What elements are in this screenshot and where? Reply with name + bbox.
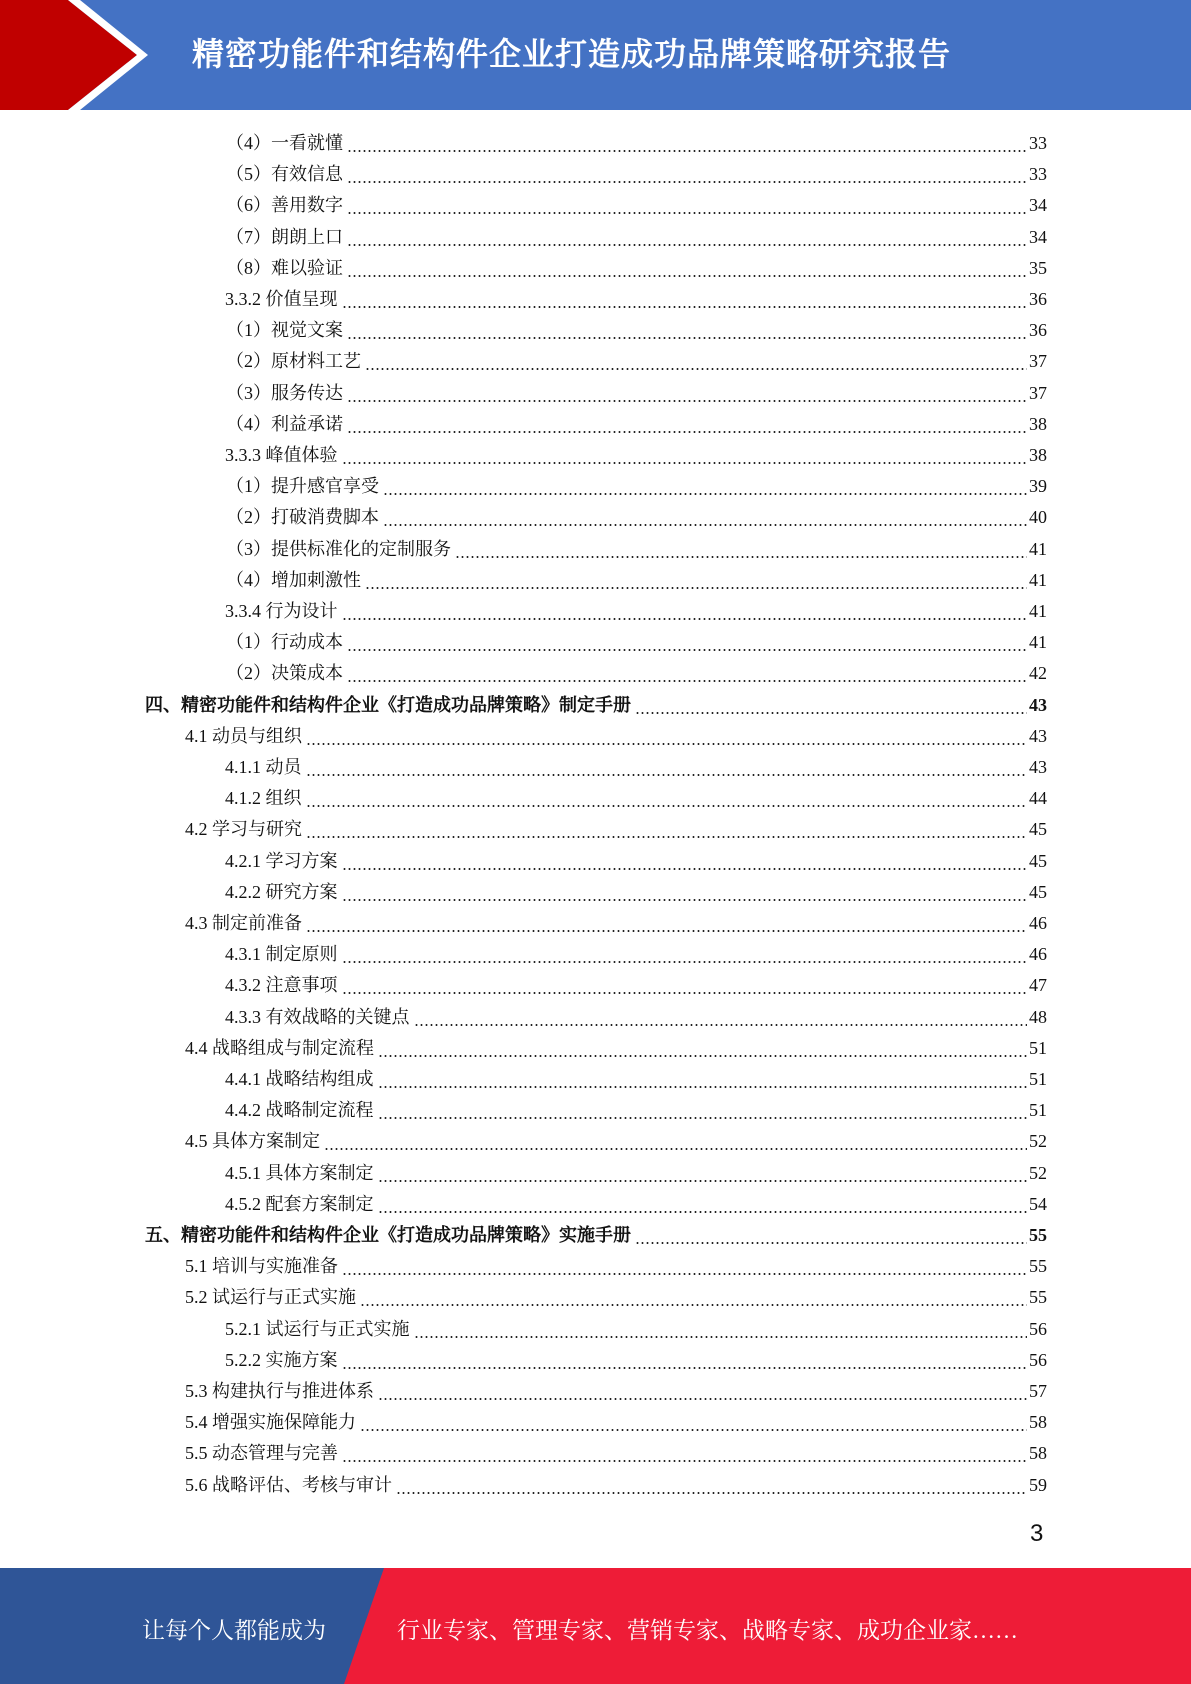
report-title: 精密功能件和结构件企业打造成功品牌策略研究报告 <box>192 35 952 73</box>
toc-entry-page: 39 <box>1029 476 1047 497</box>
dot-leader <box>342 846 1028 877</box>
toc-entry-page: 55 <box>1029 1256 1047 1277</box>
toc-entry-page: 52 <box>1029 1131 1047 1152</box>
toc-entry-title: （4）一看就懂 <box>226 133 343 153</box>
dot-leader <box>306 783 1028 814</box>
toc-entry-title: 5.6 战略评估、考核与审计 <box>185 1474 392 1495</box>
toc-entry-title: （4）利益承诺 <box>226 413 343 434</box>
dot-leader <box>347 627 1027 658</box>
toc-entry-title: 4.5.2 配套方案制定 <box>225 1193 374 1214</box>
dot-leader <box>347 222 1027 253</box>
toc-entry[interactable] <box>226 378 1047 409</box>
toc-entry-title: （2）决策成本 <box>226 663 343 684</box>
toc-entry-title: （3）提供标准化的定制服务 <box>226 538 451 559</box>
toc-entry[interactable] <box>226 253 1047 284</box>
toc-entry-title: （1）视觉文案 <box>226 320 343 341</box>
dot-leader <box>414 1002 1028 1033</box>
toc-entry-page: 44 <box>1029 788 1047 809</box>
toc-entry-title: 4.1.1 动员 <box>225 757 302 777</box>
dot-leader <box>365 565 1027 596</box>
toc-entry[interactable] <box>225 1095 1047 1126</box>
dot-leader <box>342 596 1028 627</box>
toc-entry-title: 4.4.2 战略制定流程 <box>225 1100 374 1121</box>
toc-entry-page: 45 <box>1029 850 1047 871</box>
toc-entry[interactable] <box>226 471 1047 502</box>
toc-entry[interactable] <box>225 752 1047 783</box>
toc-entry-title: 4.2 学习与研究 <box>185 819 302 840</box>
dot-leader <box>347 315 1027 346</box>
toc-entry-title: 5.5 动态管理与完善 <box>185 1443 338 1464</box>
toc-entry[interactable] <box>226 222 1047 253</box>
toc-entry[interactable] <box>225 1158 1047 1189</box>
dot-leader <box>378 1095 1028 1126</box>
toc-entry-title: （4）增加刺激性 <box>226 569 361 590</box>
toc-entry-page: 52 <box>1029 1162 1047 1183</box>
dot-leader <box>360 1407 1027 1438</box>
toc-entry-title: 4.5 具体方案制定 <box>185 1131 320 1152</box>
dot-leader <box>342 284 1028 315</box>
toc-entry[interactable] <box>185 1376 1047 1407</box>
toc-entry-title: 3.3.4 行为设计 <box>225 601 338 621</box>
toc-entry-title: 4.1 动员与组织 <box>185 725 302 746</box>
toc-entry[interactable] <box>225 596 1047 627</box>
toc-entry-page: 34 <box>1029 226 1047 247</box>
toc-entry-page: 46 <box>1029 944 1047 965</box>
toc-entry[interactable] <box>225 440 1047 471</box>
toc-entry[interactable] <box>185 908 1047 939</box>
toc-entry-page: 54 <box>1029 1193 1047 1214</box>
dot-leader <box>635 1220 1027 1251</box>
dot-leader <box>414 1314 1028 1345</box>
toc-entry-title: 5.2.2 实施方案 <box>225 1349 338 1370</box>
toc-entry-title: （1）提升感官享受 <box>226 476 379 497</box>
toc-entry[interactable] <box>185 1407 1047 1438</box>
toc-entry-title: （3）服务传达 <box>226 382 343 403</box>
dot-leader <box>306 908 1027 939</box>
dot-leader <box>360 1282 1027 1313</box>
toc-entry[interactable] <box>185 1438 1047 1469</box>
toc-entry-title: 4.3.3 有效战略的关键点 <box>225 1006 410 1027</box>
dot-leader <box>342 1251 1027 1282</box>
toc-entry-page: 45 <box>1029 881 1047 902</box>
toc-entry-page: 55 <box>1029 1287 1047 1308</box>
toc-entry-page: 51 <box>1029 1069 1047 1089</box>
toc-entry[interactable] <box>225 284 1047 315</box>
toc-entry-title: 5.3 构建执行与推进体系 <box>185 1381 374 1401</box>
toc-entry-page: 59 <box>1029 1474 1047 1495</box>
toc-entry-title: 3.3.2 价值呈现 <box>225 289 338 309</box>
toc-entry-title: 4.2.1 学习方案 <box>225 850 338 871</box>
toc-entry-page: 41 <box>1029 601 1047 621</box>
toc-entry-page: 56 <box>1029 1349 1047 1370</box>
toc-entry[interactable] <box>226 159 1047 190</box>
toc-entry-page: 37 <box>1029 351 1047 372</box>
page-header <box>0 0 1191 110</box>
toc-entry-page: 35 <box>1029 257 1047 278</box>
footer-slogan-right: 行业专家、管理专家、营销专家、战略专家、成功企业家…… <box>397 1618 1018 1643</box>
dot-leader <box>324 1126 1027 1157</box>
toc-entry-page: 58 <box>1029 1443 1047 1464</box>
toc-entry[interactable] <box>225 877 1047 908</box>
toc-entry-page: 40 <box>1029 507 1047 528</box>
footer-slogan-left: 让每个人都能成为 <box>142 1618 326 1643</box>
toc-entry-title: （2）打破消费脚本 <box>226 507 379 528</box>
dot-leader <box>396 1470 1027 1501</box>
toc-entry-page: 57 <box>1029 1381 1047 1401</box>
toc-entry[interactable] <box>185 1282 1047 1313</box>
toc-entry[interactable] <box>185 1126 1047 1157</box>
toc-entry-page: 33 <box>1029 164 1047 185</box>
toc-entry-page: 33 <box>1029 133 1047 153</box>
toc-entry-page: 48 <box>1029 1006 1047 1027</box>
toc-entry[interactable] <box>226 346 1047 377</box>
dot-leader <box>342 877 1028 908</box>
toc-entry-title: （8）难以验证 <box>226 257 343 278</box>
toc-entry[interactable] <box>225 939 1047 970</box>
toc-entry-page: 51 <box>1029 1100 1047 1121</box>
toc-entry-title: 四、精密功能件和结构件企业《打造成功品牌策略》制定手册 <box>145 694 631 715</box>
dot-leader <box>342 939 1028 970</box>
toc-entry-page: 36 <box>1029 320 1047 341</box>
toc-entry-title: 4.1.2 组织 <box>225 788 302 809</box>
page-footer <box>0 1568 1191 1684</box>
toc-entry-page: 45 <box>1029 819 1047 840</box>
toc-entry[interactable] <box>226 627 1047 658</box>
dot-leader <box>635 690 1027 721</box>
toc-entry[interactable] <box>225 970 1047 1001</box>
toc-entry-title: （2）原材料工艺 <box>226 351 361 372</box>
dot-leader <box>306 721 1027 752</box>
toc-entry-title: 4.3.2 注意事项 <box>225 975 338 996</box>
dot-leader <box>455 534 1027 565</box>
toc-entry-page: 38 <box>1029 445 1047 465</box>
toc-entry-page: 36 <box>1029 289 1047 309</box>
dot-leader <box>347 190 1027 221</box>
toc-entry[interactable] <box>226 502 1047 533</box>
toc-entry-page: 43 <box>1029 725 1047 746</box>
toc-entry[interactable] <box>225 1314 1047 1345</box>
toc-entry-title: 4.2.2 研究方案 <box>225 881 338 902</box>
toc-entry-title: 4.5.1 具体方案制定 <box>225 1162 374 1183</box>
toc-entry-title: （1）行动成本 <box>226 632 343 653</box>
dot-leader <box>342 970 1028 1001</box>
dot-leader <box>365 346 1027 377</box>
toc-entry[interactable] <box>145 690 1047 721</box>
dot-leader <box>347 159 1027 190</box>
dot-leader <box>342 1438 1027 1469</box>
dot-leader <box>378 1033 1027 1064</box>
toc-entry-page: 51 <box>1029 1037 1047 1058</box>
toc-entry[interactable] <box>225 783 1047 814</box>
dot-leader <box>347 253 1027 284</box>
toc-entry-title: 4.3 制定前准备 <box>185 913 302 933</box>
toc-entry[interactable] <box>185 721 1047 752</box>
toc-entry[interactable] <box>225 1189 1047 1220</box>
toc-entry[interactable] <box>185 814 1047 845</box>
toc-entry-page: 56 <box>1029 1318 1047 1339</box>
dot-leader <box>347 658 1027 689</box>
toc-entry[interactable] <box>225 1002 1047 1033</box>
toc-entry-page: 37 <box>1029 382 1047 403</box>
toc-entry[interactable] <box>185 1470 1047 1501</box>
dot-leader <box>347 128 1027 159</box>
dot-leader <box>306 814 1027 845</box>
toc-entry[interactable] <box>225 846 1047 877</box>
toc-entry[interactable] <box>226 409 1047 440</box>
dot-leader <box>306 752 1028 783</box>
toc-entry-title: （7）朗朗上口 <box>226 226 343 247</box>
toc-entry-title: 4.4.1 战略结构组成 <box>225 1069 374 1089</box>
toc-entry-title: 5.1 培训与实施准备 <box>185 1256 338 1277</box>
toc-entry-page: 55 <box>1029 1225 1047 1245</box>
toc-entry[interactable] <box>185 1251 1047 1282</box>
toc-entry-page: 46 <box>1029 913 1047 933</box>
toc-entry-page: 43 <box>1029 757 1047 777</box>
dot-leader <box>378 1158 1028 1189</box>
toc-entry-page: 41 <box>1029 569 1047 590</box>
toc-entry-title: 五、精密功能件和结构件企业《打造成功品牌策略》实施手册 <box>145 1225 631 1245</box>
dot-leader <box>347 378 1027 409</box>
toc-entry-title: 4.4 战略组成与制定流程 <box>185 1037 374 1058</box>
toc-entry-title: 3.3.3 峰值体验 <box>225 445 338 465</box>
toc-entry[interactable] <box>226 315 1047 346</box>
dot-leader <box>342 1345 1028 1376</box>
toc-entry-page: 38 <box>1029 413 1047 434</box>
toc-entry-page: 42 <box>1029 663 1047 684</box>
dot-leader <box>378 1189 1028 1220</box>
toc-entry-page: 41 <box>1029 632 1047 653</box>
toc-entry[interactable] <box>145 1220 1047 1251</box>
toc-entry-page: 43 <box>1029 694 1047 715</box>
toc-entry[interactable] <box>185 1033 1047 1064</box>
toc-entry-title: （6）善用数字 <box>226 195 343 216</box>
dot-leader <box>383 471 1027 502</box>
toc-entry[interactable] <box>225 1345 1047 1376</box>
toc-entry[interactable] <box>226 534 1047 565</box>
toc-entry-page: 47 <box>1029 975 1047 996</box>
dot-leader <box>378 1064 1028 1095</box>
dot-leader <box>347 409 1027 440</box>
toc-entry[interactable] <box>225 1064 1047 1095</box>
page-number: 3 <box>1030 1520 1044 1547</box>
dot-leader <box>342 440 1028 471</box>
toc-entry-title: 4.3.1 制定原则 <box>225 944 338 965</box>
dot-leader <box>378 1376 1027 1407</box>
toc-entry-page: 58 <box>1029 1412 1047 1433</box>
toc-entry-title: （5）有效信息 <box>226 164 343 185</box>
toc-entry[interactable] <box>226 658 1047 689</box>
toc-entry-title: 5.2.1 试运行与正式实施 <box>225 1318 410 1339</box>
toc-entry[interactable] <box>226 128 1047 159</box>
toc-entry-title: 5.2 试运行与正式实施 <box>185 1287 356 1308</box>
toc-entry[interactable] <box>226 565 1047 596</box>
toc-entry-title: 5.4 增强实施保障能力 <box>185 1412 356 1433</box>
toc-entry-page: 34 <box>1029 195 1047 216</box>
toc-entry[interactable] <box>226 190 1047 221</box>
toc-entry-page: 41 <box>1029 538 1047 559</box>
dot-leader <box>383 502 1027 533</box>
